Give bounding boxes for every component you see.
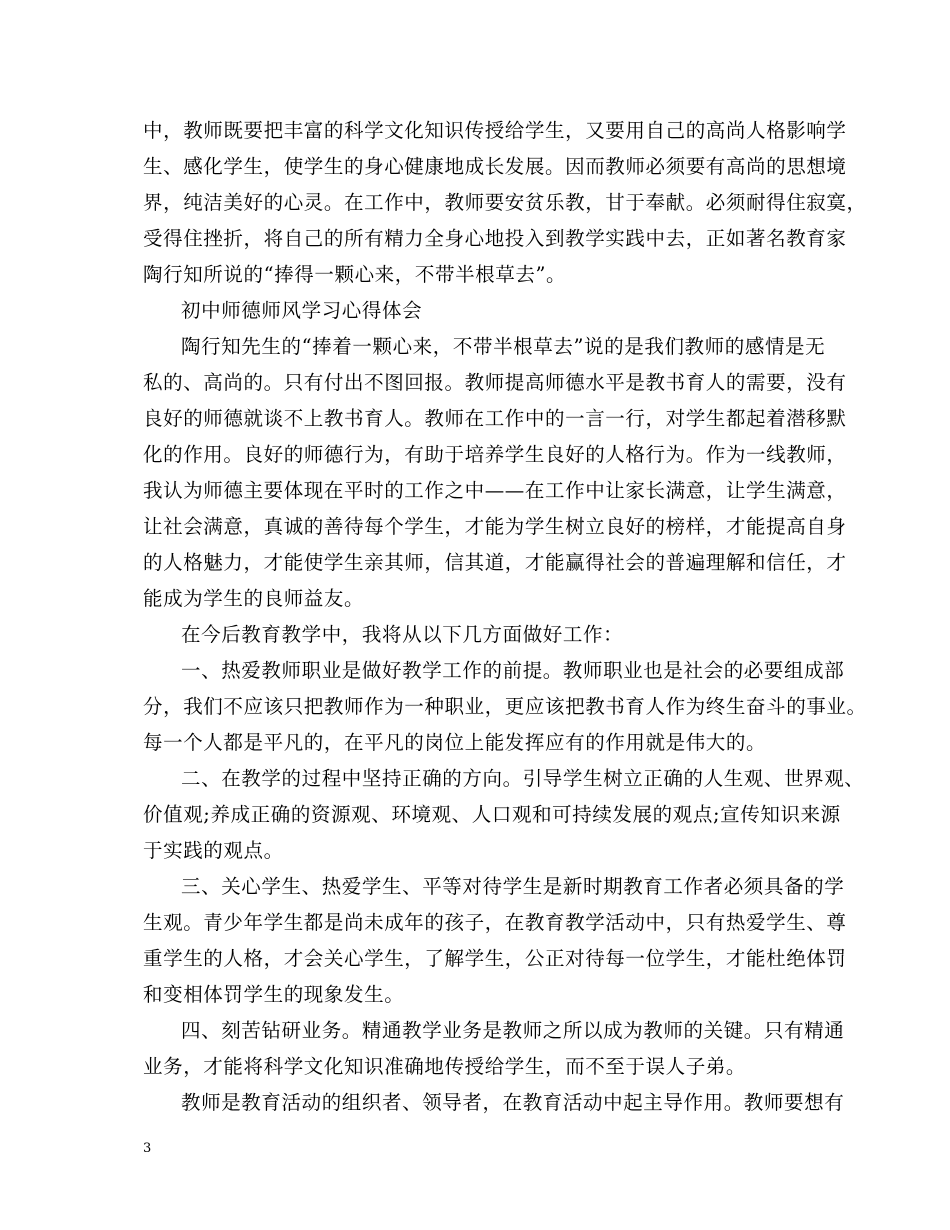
text-line: 和变相体罚学生的现象发生。 [143, 983, 405, 1006]
text-line: 每一个人都是平凡的，在平凡的岗位上能发挥应有的作用就是伟大的。 [143, 731, 767, 754]
text-line: 三、关心学生、热爱学生、平等对待学生是新时期教育工作者必须具备的学 [181, 875, 845, 898]
text-line: 一、热爱教师职业是做好教学工作的前提。教师职业也是社会的必要组成部 [181, 659, 845, 682]
text-line: 中，教师既要把丰富的科学文化知识传授给学生，又要用自己的高尚人格影响学 [143, 119, 847, 142]
text-line: 价值观;养成正确的资源观、环境观、人口观和可持续发展的观点;宣传知识来源 [143, 803, 841, 826]
text-line: 在今后教育教学中，我将从以下几方面做好工作： [181, 623, 624, 646]
text-line: 分，我们不应该只把教师作为一种职业，更应该把教书育人作为终生奋斗的事业。 [143, 695, 867, 718]
text-line: 二、在教学的过程中坚持正确的方向。引导学生树立正确的人生观、世界观、 [181, 767, 865, 790]
text-line: 良好的师德就谈不上教书育人。教师在工作中的一言一行，对学生都起着潜移默 [143, 407, 847, 430]
text-line: 生、感化学生，使学生的身心健康地成长发展。因而教师必须要有高尚的思想境 [143, 155, 847, 178]
text-line: 界，纯洁美好的心灵。在工作中，教师要安贫乐教，甘于奉献。必须耐得住寂寞， [143, 191, 867, 214]
text-line: 重学生的人格，才会关心学生，了解学生，公正对待每一位学生，才能杜绝体罚 [143, 947, 847, 970]
text-line: 我认为师德主要体现在平时的工作之中——在工作中让家长满意，让学生满意， [143, 479, 847, 502]
text-line: 的人格魅力，才能使学生亲其师，信其道，才能赢得社会的普遍理解和信任，才 [143, 551, 847, 574]
text-line: 陶行知所说的“捧得一颗心来，不带半根草去”。 [143, 263, 567, 286]
page-number: 3 [143, 1141, 152, 1156]
text-line: 化的作用。良好的师德行为，有助于培养学生良好的人格行为。作为一线教师， [143, 443, 847, 466]
text-line: 业务，才能将科学文化知识准确地传授给学生，而不至于误人子弟。 [143, 1055, 747, 1078]
text-line: 陶行知先生的“捧着一颗心来，不带半根草去”说的是我们教师的感情是无 [181, 335, 826, 358]
text-line: 生观。青少年学生都是尚未成年的孩子，在教育教学活动中，只有热爱学生、尊 [143, 911, 847, 934]
text-line: 受得住挫折，将自己的所有精力全身心地投入到教学实践中去，正如著名教育家 [143, 227, 847, 250]
text-line: 私的、高尚的。只有付出不图回报。教师提高师德水平是教书育人的需要，没有 [143, 371, 847, 394]
text-line: 教师是教育活动的组织者、领导者，在教育活动中起主导作用。教师要想有 [181, 1091, 845, 1114]
text-line: 让社会满意，真诚的善待每个学生，才能为学生树立良好的榜样，才能提高自身 [143, 515, 847, 538]
section-heading: 初中师德师风学习心得体会 [181, 299, 423, 322]
text-line: 于实践的观点。 [143, 839, 284, 862]
text-line: 四、刻苦钻研业务。精通教学业务是教师之所以成为教师的关键。只有精通 [181, 1019, 845, 1042]
text-line: 能成为学生的良师益友。 [143, 587, 365, 610]
